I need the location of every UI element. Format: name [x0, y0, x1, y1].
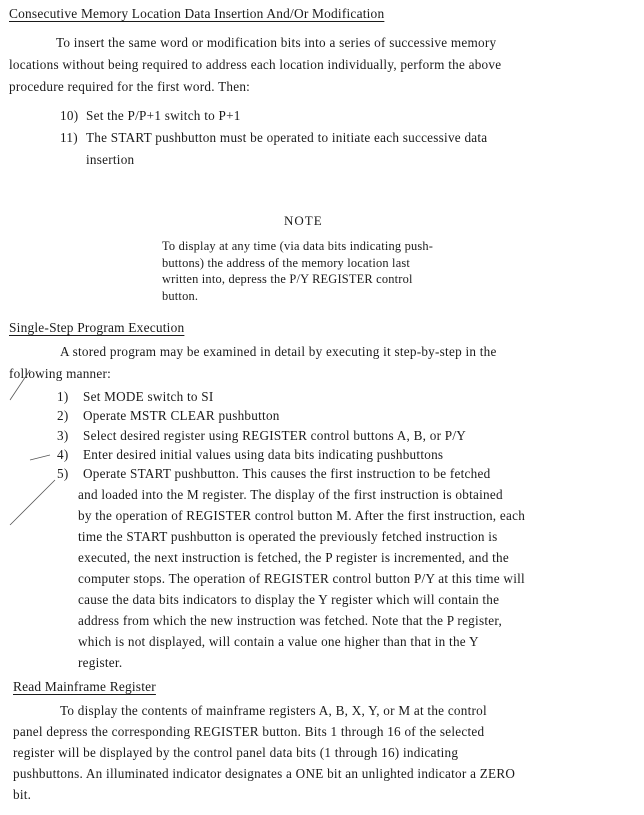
list-number: 2) [57, 408, 69, 423]
paragraph-line: register will be displayed by the control panel data bits (1 through 16) indicating [13, 745, 459, 760]
paragraph-line: A stored program may be examined in detail by executing it step-by-step in the [60, 344, 497, 359]
note-line: written into, depress the P/Y REGISTER control [162, 272, 413, 286]
list-text: Select desired register using REGISTER control buttons A, B, or P/Y [83, 428, 467, 443]
paragraph-line: register. [78, 655, 123, 670]
list-number: 4) [57, 447, 69, 462]
list-item [57, 408, 280, 424]
list-item [57, 447, 443, 463]
list-text: Set the P/P+1 switch to P+1 [86, 108, 241, 123]
list-text: Operate START pushbutton. This causes the first instruction to be fetched [83, 466, 491, 481]
paragraph-line: To insert the same word or modification bits into a series of successive memory [56, 35, 497, 50]
paragraph-line: address from which the new instruction was fetched. Note that the P register, [78, 613, 502, 628]
list-number: 5) [57, 466, 69, 481]
section-heading-consecutive-memory: Consecutive Memory Location Data Insertion And/Or Modification [9, 6, 385, 21]
section-heading-single-step: Single-Step Program Execution [9, 320, 185, 335]
list-item [57, 428, 466, 444]
paragraph-line: bit. [13, 787, 32, 802]
paragraph-line: executed, the next instruction is fetched, the P register is incremented, and the [78, 550, 510, 565]
paragraph-line: computer stops. The operation of REGISTER control button P/Y at this time will [78, 571, 525, 586]
paragraph-line: time the START pushbutton is operated the previously fetched instruction is [78, 529, 498, 544]
margin-pencil-marks [0, 360, 70, 530]
list-item [57, 466, 490, 482]
list-number: 3) [57, 428, 69, 443]
note-title: NOTE [284, 213, 323, 228]
paragraph-line: which is not displayed, will contain a value one higher than that in the Y [78, 634, 479, 649]
note-line: button. [162, 288, 199, 303]
list-item-continuation [78, 484, 608, 673]
paragraph-line: cause the data bits indicators to display the Y register which will contain the [78, 592, 500, 607]
paragraph-line: panel depress the corresponding REGISTER button. Bits 1 through 16 of the selected [13, 724, 485, 739]
note-line: buttons) the address of the memory location last [162, 255, 411, 270]
note-line: To display at any time (via data bits indicating push- [162, 239, 434, 253]
note-body [162, 238, 502, 304]
paragraph-line: following manner: [9, 366, 112, 381]
paragraph-line: pushbuttons. An illuminated indicator designates a ONE bit an unlighted indicator a ZERO [13, 766, 516, 781]
list-number: 11) [60, 130, 78, 145]
list-text: Enter desired initial values using data bits indicating pushbuttons [83, 447, 444, 462]
list-item [60, 130, 487, 146]
list-item [60, 108, 241, 124]
paragraph-line: and loaded into the M register. The display of the first instruction is obtained [78, 487, 503, 502]
list-number: 1) [57, 389, 69, 404]
paragraph-line: locations without being required to address each location individually, perform the above [9, 57, 502, 72]
list-item [57, 389, 214, 405]
list-text: Set MODE switch to SI [83, 389, 214, 404]
list-text: The START pushbutton must be operated to initiate each successive data [86, 130, 488, 145]
section-heading-read-mainframe: Read Mainframe Register [13, 679, 156, 694]
list-item-continuation: insertion [86, 152, 135, 167]
list-text: Operate MSTR CLEAR pushbutton [83, 408, 280, 423]
paragraph-line: procedure required for the first word. Then: [9, 79, 251, 94]
list-number: 10) [60, 108, 79, 123]
paragraph-line: by the operation of REGISTER control button M. After the first instruction, each [78, 508, 526, 523]
paragraph-line: To display the contents of mainframe registers A, B, X, Y, or M at the control [60, 703, 487, 718]
